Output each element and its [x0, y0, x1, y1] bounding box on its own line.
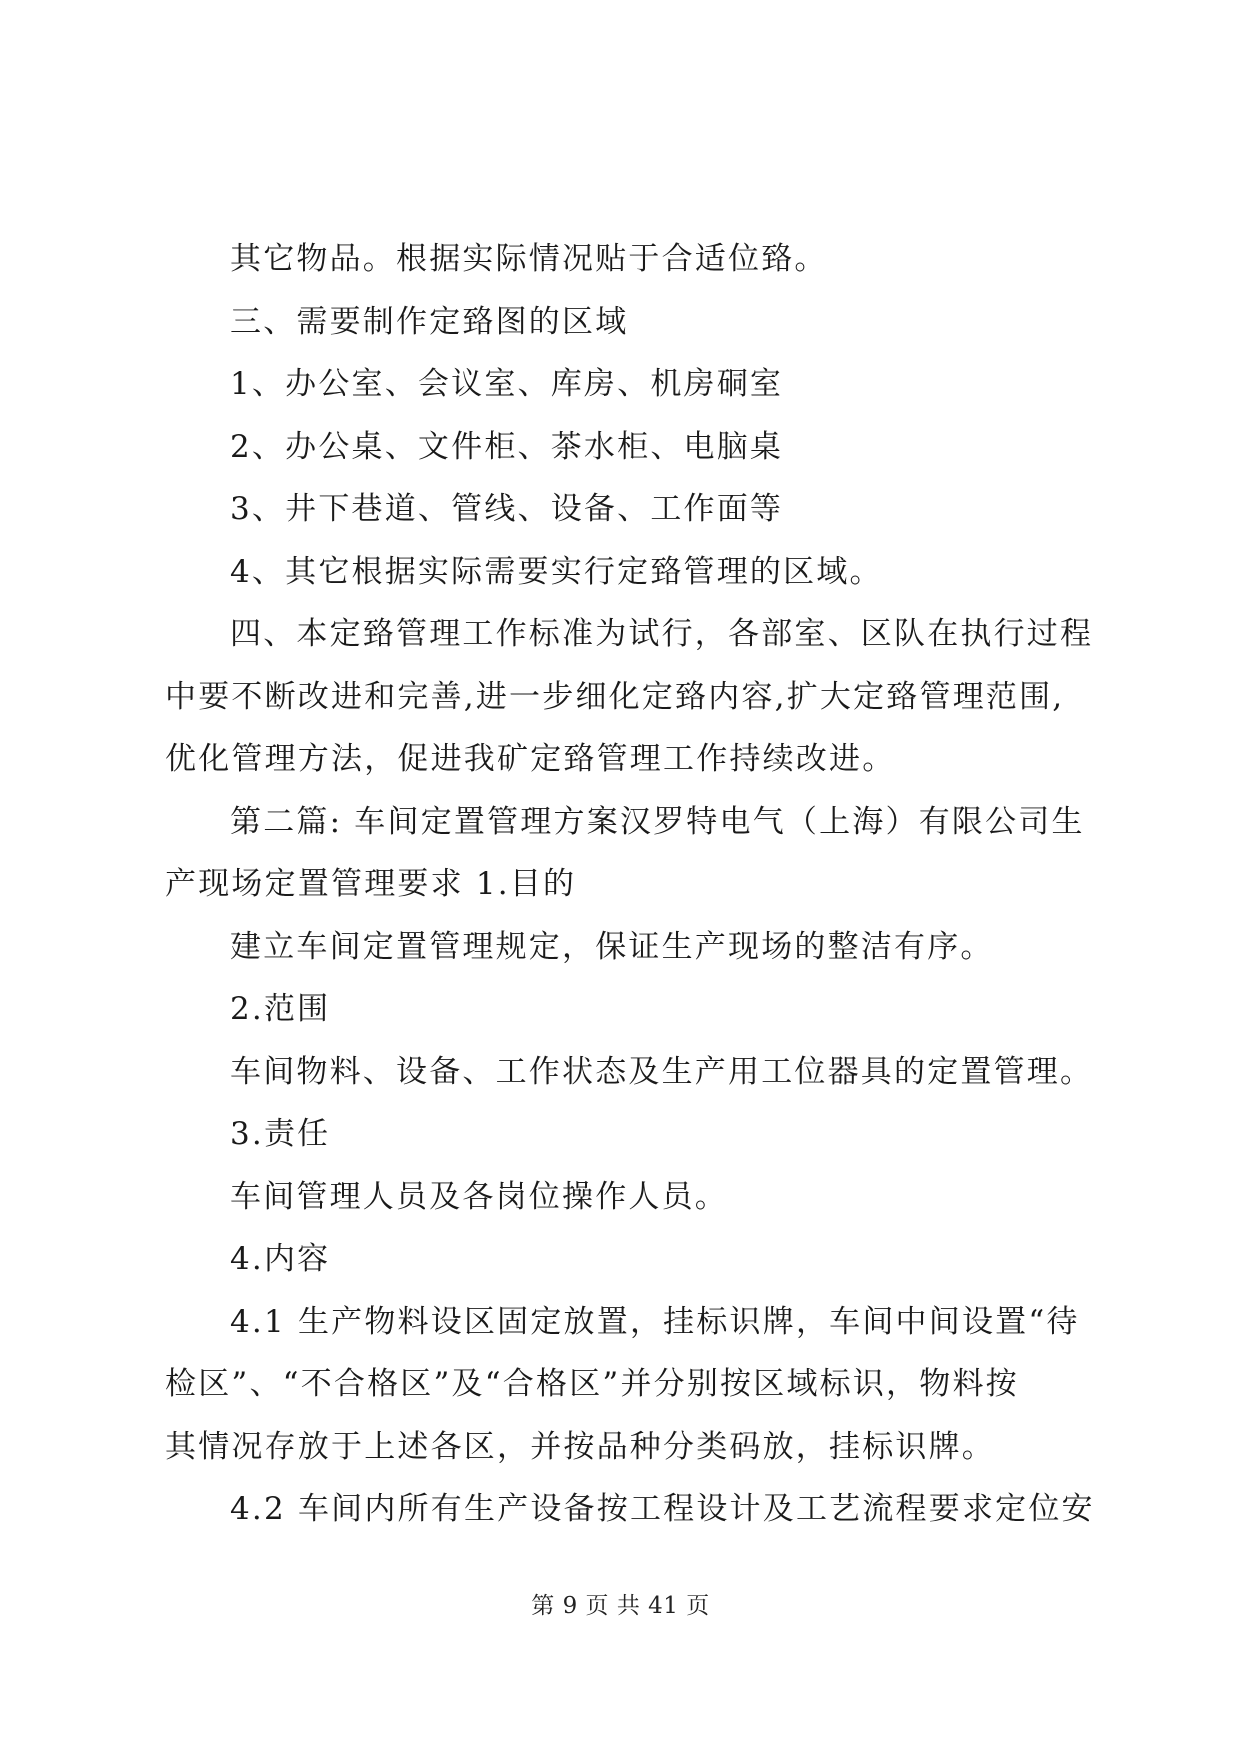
section-heading: 3.责任 — [230, 1116, 331, 1152]
paragraph: 4.1 生产物料设区固定放置，挂标识牌，车间中间设置“待 — [230, 1303, 1080, 1340]
paragraph: 四、本定臵管理工作标准为试行，各部室、区队在执行过程 — [230, 616, 1094, 652]
chapter-heading: 第二篇: 车间定置管理方案汉罗特电气（上海）有限公司生 — [230, 803, 1085, 840]
section-heading: 4.内容 — [230, 1241, 331, 1277]
paragraph-continuation: 检区”、“不合格区”及“合格区”并分别按区域标识，物料按 — [165, 1366, 1019, 1402]
paragraph-continuation: 优化管理方法，促进我矿定臵管理工作持续改进。 — [165, 741, 896, 777]
page-footer — [0, 1587, 1241, 1620]
paragraph: 建立车间定置管理规定，保证生产现场的整洁有序。 — [230, 928, 994, 965]
section-heading: 2.范围 — [230, 991, 331, 1027]
paragraph: 车间物料、设备、工作状态及生产用工位器具的定置管理。 — [230, 1053, 1094, 1090]
section-heading: 三、需要制作定臵图的区域 — [230, 303, 629, 340]
list-item: 1、办公室、会议室、库房、机房硐室 — [230, 366, 784, 402]
list-item: 4、其它根据实际需要实行定臵管理的区域。 — [230, 553, 883, 590]
list-item: 2、办公桌、文件柜、茶水柜、电脑桌 — [230, 428, 784, 465]
paragraph: 其它物品。根据实际情况贴于合适位臵。 — [230, 241, 828, 277]
paragraph-continuation: 其情况存放于上述各区，并按品种分类码放，挂标识牌。 — [165, 1428, 995, 1465]
paragraph-continuation: 产现场定置管理要求 1.目的 — [165, 866, 577, 902]
page-number: 第 9 页 共 41 页 — [531, 1593, 710, 1619]
list-item: 3、井下巷道、管线、设备、工作面等 — [230, 491, 784, 527]
paragraph: 车间管理人员及各岗位操作人员。 — [230, 1178, 728, 1215]
paragraph-continuation: 中要不断改进和完善,进一步细化定臵内容,扩大定臵管理范围, — [165, 678, 1065, 715]
paragraph: 4.2 车间内所有生产设备按工程设计及工艺流程要求定位安 — [230, 1491, 1095, 1527]
document-body — [165, 228, 1095, 1541]
